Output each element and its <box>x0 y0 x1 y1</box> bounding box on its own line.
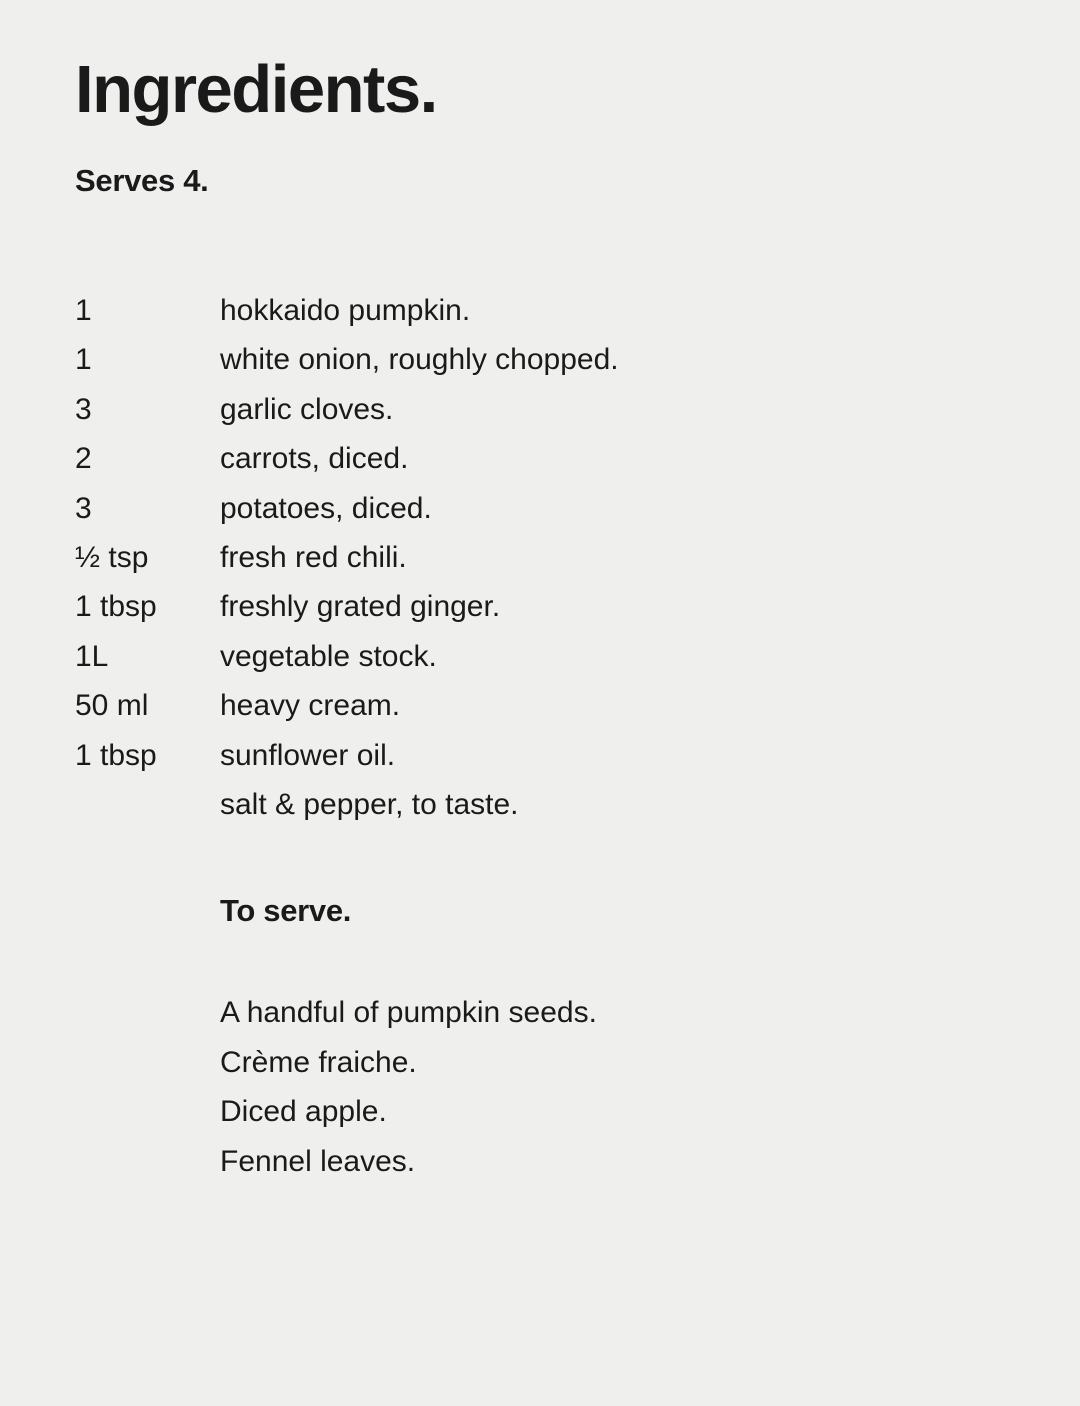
ingredient-quantity: 1 tbsp <box>75 590 157 624</box>
to-serve-item: A handful of pumpkin seeds. <box>220 996 597 1030</box>
ingredient-row <box>75 582 1005 631</box>
ingredient-quantity: 1 tbsp <box>75 738 157 772</box>
ingredient-row <box>75 484 1005 533</box>
to-serve-item: Crème fraiche. <box>220 1045 417 1079</box>
ingredient-name: vegetable stock. <box>220 639 437 673</box>
ingredient-name: salt & pepper, to taste. <box>220 788 519 822</box>
ingredient-name: heavy cream. <box>220 689 401 723</box>
ingredient-name: sunflower oil. <box>220 738 396 772</box>
ingredient-row <box>75 731 1005 780</box>
ingredient-row <box>75 335 1005 384</box>
ingredient-quantity: 1L <box>75 639 109 673</box>
to-serve-section <box>220 895 1005 1186</box>
page-title: Ingredients. <box>75 52 437 127</box>
ingredient-quantity: 50 ml <box>75 689 149 723</box>
to-serve-list <box>220 988 1005 1186</box>
ingredient-name: freshly grated ginger. <box>220 590 501 624</box>
ingredient-row <box>75 286 1005 335</box>
ingredient-quantity: 2 <box>75 442 92 476</box>
ingredient-name: garlic cloves. <box>220 392 394 426</box>
ingredient-row <box>75 780 1005 829</box>
ingredient-row <box>75 385 1005 434</box>
ingredient-name: potatoes, diced. <box>220 491 432 525</box>
ingredient-quantity: ½ tsp <box>75 541 149 575</box>
ingredient-name: fresh red chili. <box>220 541 407 575</box>
to-serve-item: Fennel leaves. <box>220 1144 416 1178</box>
ingredient-name: carrots, diced. <box>220 442 409 476</box>
ingredient-row <box>75 681 1005 730</box>
ingredient-quantity: 3 <box>75 491 92 525</box>
to-serve-item: Diced apple. <box>220 1095 387 1129</box>
ingredient-quantity: 3 <box>75 392 92 426</box>
ingredient-row <box>75 434 1005 483</box>
recipe-ingredients-page <box>0 52 1080 1406</box>
ingredients-list <box>75 286 1005 829</box>
to-serve-heading: To serve. <box>220 893 352 929</box>
ingredient-name: hokkaido pumpkin. <box>220 294 471 327</box>
serves-label: Serves 4. <box>75 163 209 198</box>
ingredient-row <box>75 533 1005 582</box>
ingredient-name: white onion, roughly chopped. <box>220 343 619 377</box>
ingredient-quantity: 1 <box>75 343 92 377</box>
ingredient-row <box>75 632 1005 681</box>
ingredient-quantity: 1 <box>75 294 92 327</box>
